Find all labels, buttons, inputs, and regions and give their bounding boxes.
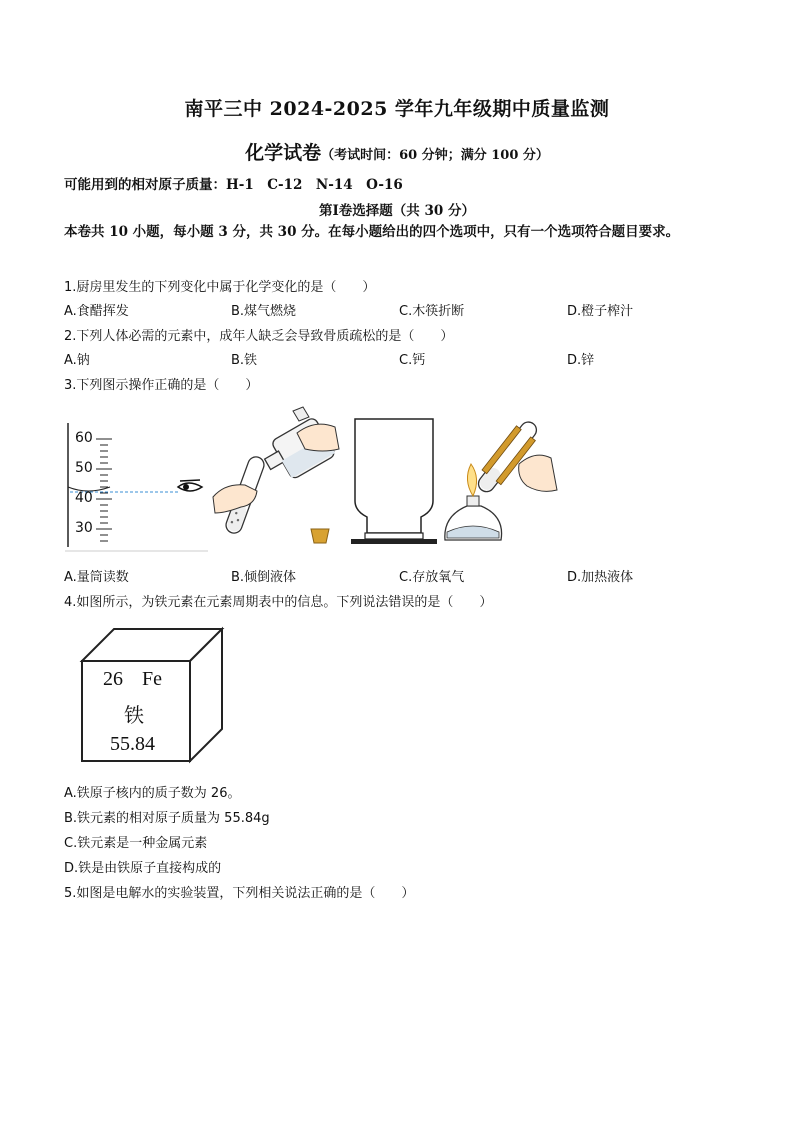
q4-option-d: D.铁是由铁原子直接构成的 <box>64 861 222 876</box>
element-atomic-number: 26 <box>103 668 123 690</box>
q2-option-c: C.钙 <box>399 353 426 368</box>
gas-jar-figure <box>305 415 445 555</box>
q4-option-b: B.铁元素的相对原子质量为 55.84g <box>64 811 270 826</box>
atomic-mass-line: 可能用到的相对原子质量：H-1 C-12 N-14 O-16 <box>64 177 403 193</box>
exam-subtitle <box>0 138 794 165</box>
q4-option-a: A.铁原子核内的质子数为 26。 <box>64 786 241 801</box>
q4-option-c: C.铁元素是一种金属元素 <box>64 836 208 851</box>
element-atomic-mass: 55.84 <box>110 733 155 755</box>
exam-time-note: （考试时间：60 分钟；满分 100 分） <box>321 148 549 163</box>
q3-option-a: A.量筒读数 <box>64 570 129 585</box>
subject-title: 化学试卷 <box>245 142 322 164</box>
element-symbol: Fe <box>142 668 162 690</box>
question-2-stem: 2.下列人体必需的元素中，成年人缺乏会导致骨质疏松的是（ ） <box>64 329 454 344</box>
cylinder-scale-50: 50 <box>75 460 93 476</box>
question-4-stem: 4.如图所示，为铁元素在元素周期表中的信息。下列说法错误的是（ ） <box>64 595 493 610</box>
q2-option-a: A.钠 <box>64 353 90 368</box>
q3-option-b: B.倾倒液体 <box>231 570 297 585</box>
q1-option-c: C.木筷折断 <box>399 304 465 319</box>
heating-liquid-figure <box>435 420 560 550</box>
question-1-stem: 1.厨房里发生的下列变化中属于化学变化的是（ ） <box>64 280 376 295</box>
q2-option-d: D.锌 <box>567 353 595 368</box>
q1-option-a: A.食醋挥发 <box>64 304 129 319</box>
section-title: 第Ⅰ卷选择题（共 30 分） <box>318 203 475 219</box>
q3-option-c: C.存放氧气 <box>399 570 465 585</box>
section-instructions: 本卷共 10 小题，每小题 3 分，共 30 分。在每小题给出的四个选项中，只有一个选项符合题目要求。 <box>64 224 680 240</box>
cylinder-scale-40: 40 <box>75 490 93 506</box>
q3-option-d: D.加热液体 <box>567 570 634 585</box>
question-5-stem: 5.如图是电解水的实验装置，下列相关说法正确的是（ ） <box>64 886 415 901</box>
q2-option-b: B.铁 <box>231 353 258 368</box>
question-3-stem: 3.下列图示操作正确的是（ ） <box>64 378 259 393</box>
q1-option-b: B.煤气燃烧 <box>231 304 297 319</box>
cylinder-scale-30: 30 <box>75 520 93 536</box>
q1-option-d: D.橙子榨汁 <box>567 304 634 319</box>
cylinder-scale-60: 60 <box>75 430 93 446</box>
exam-title: 南平三中 2024-2025 学年九年级期中质量监测 <box>184 98 610 120</box>
element-name: 铁 <box>124 705 144 727</box>
